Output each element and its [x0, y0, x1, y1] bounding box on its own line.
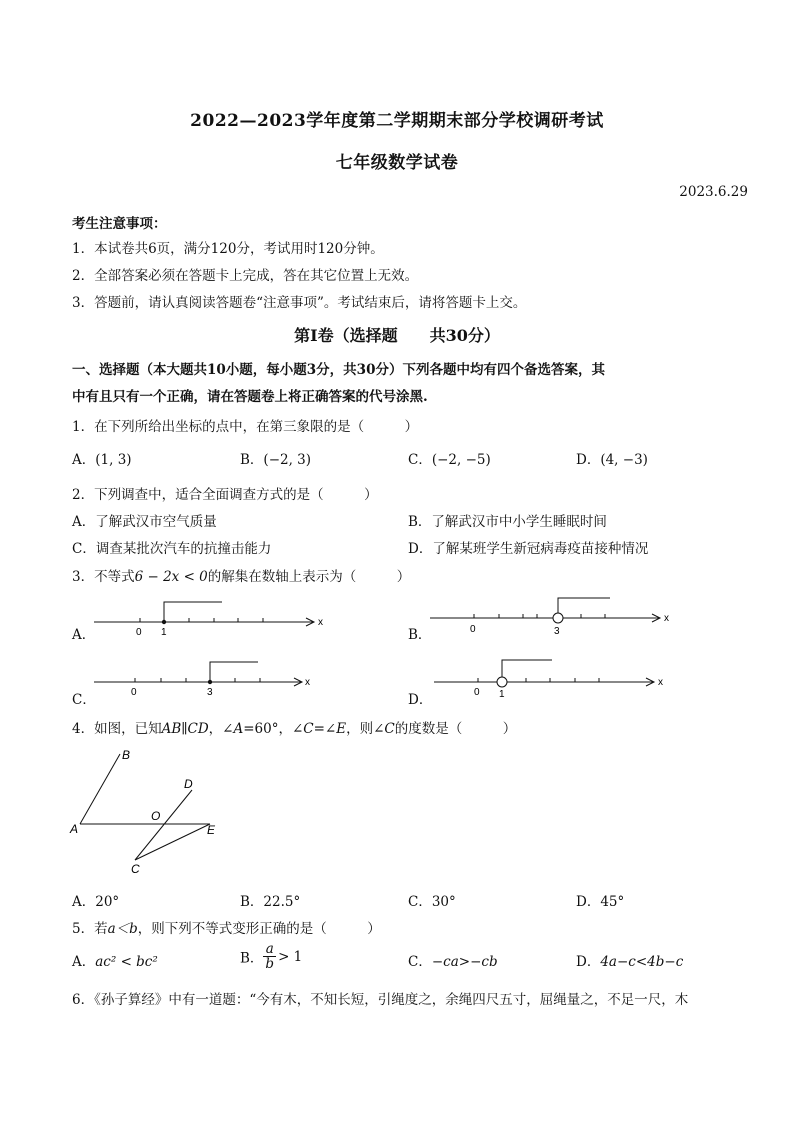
option-label: A． [72, 452, 96, 468]
q3-option-c-numberline [92, 658, 322, 704]
tick-label: 3 [207, 687, 213, 698]
option-text: 30° [431, 894, 456, 910]
notice-item: 1．本试卷共6页，满分120分，考试用时120分钟。 [72, 241, 384, 257]
point-label-e: E [207, 823, 216, 837]
stem-math: E [336, 721, 347, 737]
stem-math: C [384, 721, 395, 737]
q2-option-d [408, 537, 648, 557]
q2-option-c [72, 537, 271, 557]
question-1-stem: 1．在下列所给出坐标的点中，在第三象限的是（ ） [72, 419, 419, 435]
stem-text: 5．若 [72, 921, 108, 937]
q1-option-a [72, 448, 132, 468]
q4-option-b [240, 890, 300, 910]
option-text: 了解武汉市中小学生睡眠时间 [431, 514, 607, 530]
stem-math: 6 − 2x < 0 [134, 569, 208, 585]
notice-heading: 考生注意事项： [72, 216, 167, 232]
stem-text: 的解集在数轴上表示为（ ） [207, 569, 411, 585]
option-label: A． [72, 514, 96, 530]
option-label: A． [72, 954, 96, 970]
q5-option-b [240, 942, 302, 971]
q5-option-c [408, 950, 498, 970]
fraction [263, 942, 276, 971]
option-text: 45° [600, 894, 625, 910]
stem-text: 4．如图，已知 [72, 721, 162, 737]
option-label: B． [240, 950, 264, 967]
exam-title: 2022—2023学年度第二学期期末部分学校调研考试 [190, 111, 604, 131]
q1-option-c [408, 448, 491, 468]
option-text: (4, −3) [600, 452, 648, 468]
question-4-stem [72, 717, 516, 737]
question-6-stem: 6．《孙子算经》中有一道题：“今有木，不知长短，引绳度之，余绳四尺五寸，屈绳量之，不足一尺，木 [72, 992, 689, 1008]
stem-text: =60°，∠ [243, 721, 304, 737]
notice-item: 3．答题前，请认真阅读答题卷“注意事项”。考试结束后，请将答题卡上交。 [72, 295, 527, 311]
q5-option-a [72, 950, 158, 970]
q5-option-d [576, 950, 683, 970]
q4-option-a [72, 890, 119, 910]
option-label: D． [576, 894, 601, 910]
q1-option-b [240, 448, 311, 468]
question-2-stem: 2．下列调查中，适合全面调查方式的是（ ） [72, 487, 378, 503]
q3-option-a-label: A． [72, 627, 96, 643]
fraction-numerator: a [263, 942, 276, 957]
fraction-denominator: b [265, 956, 275, 972]
option-text: (−2, 3) [263, 452, 312, 468]
q2-option-a [72, 510, 217, 530]
axis-label: x [305, 677, 310, 688]
option-text: (1, 3) [95, 452, 132, 468]
q3-option-d-numberline [432, 656, 672, 702]
option-text: 了解某班学生新冠病毒疫苗接种情况 [432, 541, 649, 557]
question-3-stem [72, 565, 410, 585]
notice-item: 2．全部答案必须在答题卡上完成，答在其它位置上无效。 [72, 268, 419, 284]
stem-math: AB∥CD [161, 721, 209, 737]
stem-text: 3．不等式 [72, 569, 135, 585]
option-label: B． [408, 514, 432, 530]
tick-label: 1 [499, 689, 505, 700]
stem-text: ，则下列不等式变形正确的是（ ） [137, 921, 381, 937]
axis-label: x [658, 677, 663, 688]
tick-label: 0 [470, 624, 476, 635]
section-instruction: 中有且只有一个正确，请在答题卷上将正确答案的代号涂黑. [72, 389, 428, 405]
axis-label: x [318, 617, 323, 628]
point-label-b: B [122, 748, 131, 762]
section-title: 第Ⅰ卷（选择题 共30分） [294, 326, 500, 345]
q3-option-b-label: B． [408, 627, 432, 643]
option-label: A． [72, 894, 96, 910]
tick-label: 3 [554, 626, 560, 637]
tick-label: 0 [474, 687, 480, 698]
option-text: 调查某批次汽车的抗撞击能力 [95, 541, 272, 557]
section-instruction: 一、选择题（本大题共10小题，每小题3分，共30分）下列各题中均有四个备选答案，其 [72, 362, 605, 378]
stem-text: 的度数是（ ） [394, 721, 517, 737]
q4-geometry-figure [64, 742, 234, 882]
option-text: ac² < bc² [95, 954, 158, 970]
option-label: C． [408, 894, 432, 910]
option-label: B． [240, 452, 264, 468]
stem-text: =∠ [313, 721, 337, 737]
q1-option-d [576, 448, 648, 468]
option-label: C． [408, 954, 432, 970]
exam-date: 2023.6.29 [679, 184, 748, 200]
option-label: C． [72, 541, 96, 557]
point-label-o: O [151, 809, 161, 823]
stem-math: a＜b [107, 921, 138, 937]
option-text: (−2, −5) [431, 452, 491, 468]
q2-option-b [408, 510, 607, 530]
q4-option-d [576, 890, 624, 910]
option-text: −ca>−cb [431, 954, 498, 970]
stem-text: ，∠ [208, 721, 234, 737]
option-label: D． [576, 954, 601, 970]
stem-math: A [233, 721, 244, 737]
option-label: D． [408, 541, 433, 557]
stem-math: C [303, 721, 314, 737]
option-label: D． [576, 452, 601, 468]
option-label: B． [240, 894, 264, 910]
option-text: 22.5° [263, 894, 301, 910]
q3-option-a-numberline [92, 598, 332, 640]
q4-option-c [408, 890, 456, 910]
option-text: 4a−c<4b−c [600, 954, 684, 970]
exam-subtitle: 七年级数学试卷 [335, 153, 459, 173]
point-label-d: D [184, 777, 193, 791]
tick-label: 0 [136, 627, 142, 638]
axis-label: x [664, 613, 669, 624]
tick-label: 1 [161, 627, 167, 638]
point-label-a: A [70, 822, 79, 836]
question-5-stem [72, 917, 381, 937]
option-label: C． [408, 452, 432, 468]
q3-option-d-label: D． [408, 692, 433, 708]
point-label-c: C [131, 862, 140, 876]
option-text: 20° [95, 894, 120, 910]
stem-text: ，则∠ [346, 721, 385, 737]
option-text: 了解武汉市空气质量 [95, 514, 217, 530]
q3-option-b-numberline [428, 592, 678, 640]
q3-option-c-label: C． [72, 692, 96, 708]
option-text: > 1 [278, 948, 303, 965]
tick-label: 0 [131, 687, 137, 698]
